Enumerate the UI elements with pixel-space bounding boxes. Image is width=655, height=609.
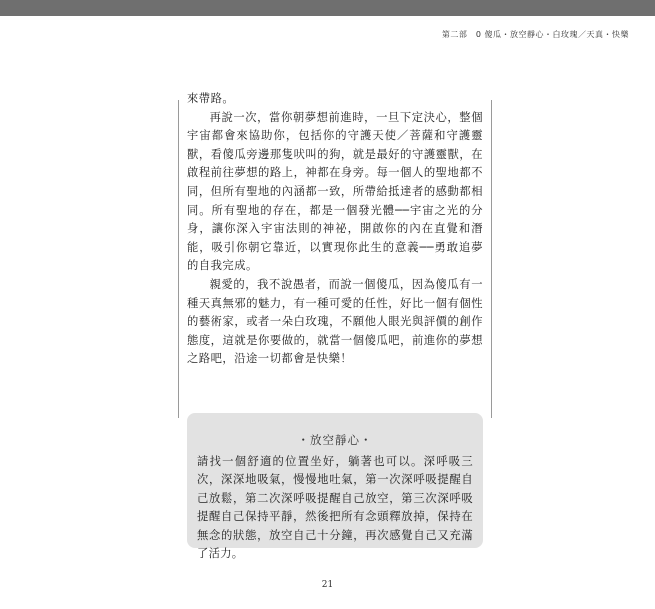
page-number: 21 [321, 580, 334, 590]
margin-rule-right [491, 100, 492, 418]
margin-rule-left [178, 100, 179, 418]
top-band [0, 0, 655, 16]
paragraph-continuation: 來帶路。 [187, 92, 235, 105]
paragraph: 再說一次，當你朝夢想前進時，一旦下定決心，整個宇宙都會來協助你，包括你的守護天使／菩薩和守護靈獸，看傻瓜旁邊那隻吠叫的狗，就是最好的守護靈獸，在啟程前往夢想的路上，神都在身旁。每一個人的聖地都不同，但所有聖地的內涵都一致，所帶給抵達者的感動都相同。所有聖地的存在，都是一個發光體──宇宙之光的分身，讓你深入宇宙法則的神祕，開啟你的內在直覺和潛能，吸引你朝它靠近，以實現你此生的意義──勇敢追夢的自我完成。 [187, 110, 483, 273]
running-head: 第二部 0 傻瓜・放空靜心・白玫瑰／天真・快樂 [441, 30, 629, 39]
meditation-title: ・放空靜心・ [297, 433, 373, 447]
meditation-text: 請找一個舒適的位置坐好，躺著也可以。深呼吸三次，深深地吸氣，慢慢地吐氣，第一次深呼吸提醒自己放鬆，第二次深呼吸提醒自己放空，第三次深呼吸提醒自己保持平靜，然後把所有念頭釋放掉，保持在無念的狀態，放空自己十分鐘，再次感覺自己又充滿了活力。 [197, 455, 473, 561]
meditation-box [187, 413, 483, 561]
body-text [187, 90, 483, 369]
paragraph: 親愛的，我不說愚者，而說一個傻瓜，因為傻瓜有一種天真無邪的魅力，有一種可愛的任性，好比一個有個性的藝術家，或者一朵白玫瑰，不願他人眼光與評價的創作態度，這就是你要做的，就當一個傻瓜吧，前進你的夢想之路吧，沿途一切都會是快樂！ [187, 277, 483, 366]
